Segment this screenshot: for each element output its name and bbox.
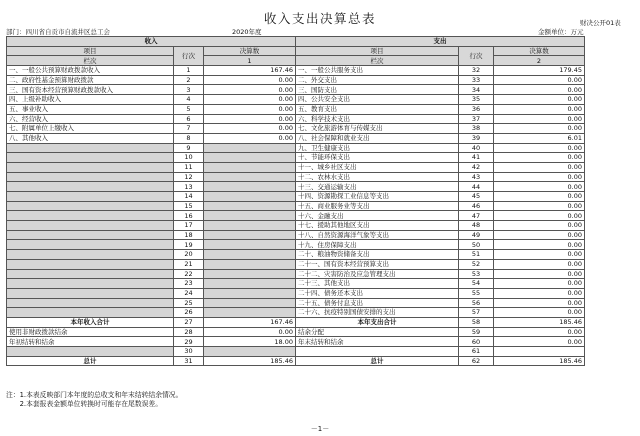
expense-amount: 0.00 [494,143,585,153]
expense-line: 43 [459,172,494,182]
expense-amount: 0.00 [494,221,585,231]
income-item [7,143,174,153]
expense-item: 一、一般公共服务支出 [296,66,459,76]
table-grand [7,356,585,366]
income-line: 2 [174,75,204,85]
income-line: 21 [174,259,204,269]
income-amount [204,259,296,269]
expense-amount: 0.00 [494,201,585,211]
income-amount [204,298,296,308]
expense-item [296,347,459,357]
expense-item: 五、教育支出 [296,104,459,114]
expense-item: 十一、城乡社区支出 [296,162,459,172]
income-line: 15 [174,201,204,211]
expense-line: 46 [459,201,494,211]
expense-line: 35 [459,95,494,105]
income-line: 28 [174,327,204,337]
footnotes [6,391,182,409]
expense-item: 十八、自然资源海洋气象等支出 [296,230,459,240]
expense-line: 33 [459,75,494,85]
income-amount [204,250,296,260]
page-number: －1－ [310,425,330,433]
expense-amount: 0.00 [494,337,585,347]
expense-line: 52 [459,259,494,269]
income-line: 7 [174,124,204,134]
table-row [7,114,585,124]
expense-section-header: 支出 [296,37,585,47]
income-line: 24 [174,288,204,298]
expense-item: 二十四、债务还本支出 [296,288,459,298]
page-title: 收入支出决算总表 [263,11,376,26]
expense-item: 二十三、其他支出 [296,279,459,289]
table-row [7,182,585,192]
expense-amount: 0.00 [494,85,585,95]
expense-line: 44 [459,182,494,192]
expense-item: 八、社会保障和就业支出 [296,133,459,143]
income-item [7,221,174,231]
expense-line: 42 [459,162,494,172]
income-expense-table [6,36,585,366]
income-item [7,259,174,269]
expense-item: 二十六、抗疫特别国债安排的支出 [296,308,459,318]
income-line: 25 [174,298,204,308]
income-item [7,211,174,221]
currency-unit: 金额单位：万元 [538,28,584,36]
expense-amount: 0.00 [494,114,585,124]
income-line: 16 [174,211,204,221]
income-amount: 0.00 [204,133,296,143]
income-amount [204,230,296,240]
expense-item: 四、公共安全支出 [296,95,459,105]
income-total-amount: 167.46 [204,317,296,327]
income-item [7,298,174,308]
income-amount [204,162,296,172]
expense-line: 60 [459,337,494,347]
expense-amount: 0.00 [494,124,585,134]
income-line: 26 [174,308,204,318]
expense-amount: 179.45 [494,66,585,76]
income-amount [204,192,296,202]
expense-amount: 0.00 [494,308,585,318]
expense-line: 53 [459,269,494,279]
expense-item: 二十一、国有资本经营预算支出 [296,259,459,269]
income-line: 23 [174,279,204,289]
income-line: 14 [174,192,204,202]
column-header-row [7,46,585,56]
expense-item: 十、节能环保支出 [296,153,459,163]
table-row [7,250,585,260]
income-amount [204,279,296,289]
expense-item: 十二、农林水支出 [296,172,459,182]
expense-amount: 0.00 [494,104,585,114]
income-amount: 0.00 [204,104,296,114]
income-line: 13 [174,182,204,192]
income-item [7,240,174,250]
income-item [7,153,174,163]
income-line: 9 [174,143,204,153]
income-item: 七、附属单位上缴收入 [7,124,174,134]
table-row [7,230,585,240]
expense-amount [494,347,585,357]
income-amount [204,201,296,211]
income-line: 12 [174,172,204,182]
balance-row [7,347,585,357]
income-item: 二、政府性基金预算财政拨款 [7,75,174,85]
expense-item: 十四、资源勘探工业信息等支出 [296,192,459,202]
income-item [7,250,174,260]
table-row [7,95,585,105]
table-row [7,85,585,95]
expense-amount: 0.00 [494,269,585,279]
income-line: 17 [174,221,204,231]
expense-line: 50 [459,240,494,250]
income-amount [204,347,296,357]
footnote-2: 2.本套报表金额单位转换时可能存在尾数误差。 [6,400,163,408]
income-amount: 0.00 [204,85,296,95]
expense-amount: 0.00 [494,327,585,337]
expense-item: 二十五、债务付息支出 [296,298,459,308]
income-amount [204,211,296,221]
table-footer [7,317,585,327]
expense-line: 56 [459,298,494,308]
income-item [7,308,174,318]
table-row [7,75,585,85]
form-code: 财决公开01表 [580,19,621,27]
expense-amount: 0.00 [494,259,585,269]
balance-row [7,327,585,337]
expense-amount: 0.00 [494,288,585,298]
income-line: 6 [174,114,204,124]
income-col-label: 栏次 [7,56,174,66]
expense-line: 36 [459,104,494,114]
income-amount [204,182,296,192]
expense-item: 年末结转和结余 [296,337,459,347]
income-item [7,230,174,240]
expense-item: 十七、援助其他地区支出 [296,221,459,231]
expense-line: 37 [459,114,494,124]
expense-line: 41 [459,153,494,163]
income-amount: 0.00 [204,95,296,105]
income-amount [204,288,296,298]
expense-amount: 0.00 [494,162,585,172]
income-section-header: 收入 [7,37,296,47]
income-amount [204,143,296,153]
expense-item: 十六、金融支出 [296,211,459,221]
expense-line: 45 [459,192,494,202]
expense-line: 61 [459,347,494,357]
income-line: 5 [174,104,204,114]
table-row [7,143,585,153]
expense-line: 47 [459,211,494,221]
expense-amount: 0.00 [494,75,585,85]
grand-expense-amount: 185.46 [494,356,585,366]
expense-amount: 0.00 [494,172,585,182]
income-item: 五、事业收入 [7,104,174,114]
income-item: 一、一般公共预算财政拨款收入 [7,66,174,76]
income-item [7,192,174,202]
expense-line: 49 [459,230,494,240]
expense-item-header: 项目 [296,46,459,56]
expense-amount: 0.00 [494,95,585,105]
table-row [7,172,585,182]
grand-income-line: 31 [174,356,204,366]
income-line: 8 [174,133,204,143]
expense-total-amount: 185.46 [494,317,585,327]
income-line: 29 [174,337,204,347]
income-item: 使用非财政拨款结余 [7,327,174,337]
expense-item: 二十二、灾害防治及应急管理支出 [296,269,459,279]
income-total-line: 27 [174,317,204,327]
footnote-1: 注：1.本表反映部门本年度的总收支和年末结转结余情况。 [6,391,183,399]
income-amount [204,172,296,182]
grand-expense-line: 62 [459,356,494,366]
expense-item: 二、外交支出 [296,75,459,85]
table-row [7,240,585,250]
expense-item: 七、文化旅游体育与传媒支出 [296,124,459,134]
table-row [7,211,585,221]
income-item: 四、上级补助收入 [7,95,174,105]
expense-amount-header: 决算数 [494,46,585,56]
table-row [7,104,585,114]
income-line: 20 [174,250,204,260]
table-row [7,162,585,172]
expense-amount: 0.00 [494,298,585,308]
income-amount: 0.00 [204,114,296,124]
section-header-row [7,37,585,47]
expense-line: 38 [459,124,494,134]
income-item [7,182,174,192]
income-col-number: 1 [204,56,296,66]
balance-row [7,337,585,347]
table-row [7,133,585,143]
expense-line: 59 [459,327,494,337]
table-row [7,288,585,298]
table-extra [7,327,585,356]
grand-expense-label: 总计 [296,356,459,366]
expense-item: 十五、商业服务业等支出 [296,201,459,211]
table-body [7,66,585,318]
income-item [7,162,174,172]
income-item [7,279,174,289]
income-line: 18 [174,230,204,240]
income-line: 11 [174,162,204,172]
expense-line: 39 [459,133,494,143]
grand-income-label: 总计 [7,356,174,366]
department-label: 部门：四川省自贡市自流井区总工会 [6,28,110,36]
income-line: 19 [174,240,204,250]
expense-line-header: 行次 [459,46,494,65]
expense-item: 九、卫生健康支出 [296,143,459,153]
grand-total-row [7,356,585,366]
income-item [7,288,174,298]
expense-line: 32 [459,66,494,76]
income-amount [204,153,296,163]
table-row [7,269,585,279]
expense-amount: 0.00 [494,192,585,202]
income-line: 22 [174,269,204,279]
income-amount: 18.00 [204,337,296,347]
income-amount [204,269,296,279]
expense-col-number: 2 [494,56,585,66]
table-row [7,279,585,289]
income-amount: 0.00 [204,124,296,134]
expense-line: 57 [459,308,494,318]
expense-amount: 0.00 [494,250,585,260]
income-item [7,172,174,182]
expense-item: 十九、住房保障支出 [296,240,459,250]
expense-line: 51 [459,250,494,260]
expense-item: 十三、交通运输支出 [296,182,459,192]
income-amount: 167.46 [204,66,296,76]
table-row [7,201,585,211]
income-line: 3 [174,85,204,95]
table-row [7,153,585,163]
expense-line: 48 [459,221,494,231]
expense-amount: 0.00 [494,230,585,240]
expense-item: 二十、粮油物资储备支出 [296,250,459,260]
expense-item: 结余分配 [296,327,459,337]
expense-line: 55 [459,288,494,298]
income-line: 1 [174,66,204,76]
table-row [7,66,585,76]
annual-total-row [7,317,585,327]
income-item: 三、国有资本经营预算财政拨款收入 [7,85,174,95]
expense-amount: 0.00 [494,240,585,250]
income-item: 八、其他收入 [7,133,174,143]
income-line-header: 行次 [174,46,204,65]
table-row [7,124,585,134]
income-amount [204,308,296,318]
table-row [7,308,585,318]
table-row [7,259,585,269]
income-line: 4 [174,95,204,105]
expense-total-label: 本年支出合计 [296,317,459,327]
fiscal-year: 2020年度 [232,28,262,36]
expense-amount: 0.00 [494,153,585,163]
income-item [7,347,174,357]
income-item [7,201,174,211]
table-row [7,192,585,202]
expense-item: 三、国防支出 [296,85,459,95]
income-amount-header: 决算数 [204,46,296,56]
expense-line: 40 [459,143,494,153]
expense-amount: 0.00 [494,279,585,289]
income-amount: 0.00 [204,327,296,337]
column-index-row [7,56,585,66]
table-row [7,221,585,231]
expense-col-label: 栏次 [296,56,459,66]
expense-amount: 0.00 [494,182,585,192]
income-amount [204,221,296,231]
income-total-label: 本年收入合计 [7,317,174,327]
expense-total-line: 58 [459,317,494,327]
income-item: 年初结转和结余 [7,337,174,347]
grand-income-amount: 185.46 [204,356,296,366]
income-item [7,269,174,279]
expense-amount: 6.01 [494,133,585,143]
expense-item: 六、科学技术支出 [296,114,459,124]
table-row [7,298,585,308]
expense-amount: 0.00 [494,211,585,221]
income-amount [204,240,296,250]
expense-line: 54 [459,279,494,289]
expense-line: 34 [459,85,494,95]
income-item: 六、经营收入 [7,114,174,124]
income-amount: 0.00 [204,75,296,85]
income-line: 10 [174,153,204,163]
income-item-header: 项目 [7,46,174,56]
income-line: 30 [174,347,204,357]
